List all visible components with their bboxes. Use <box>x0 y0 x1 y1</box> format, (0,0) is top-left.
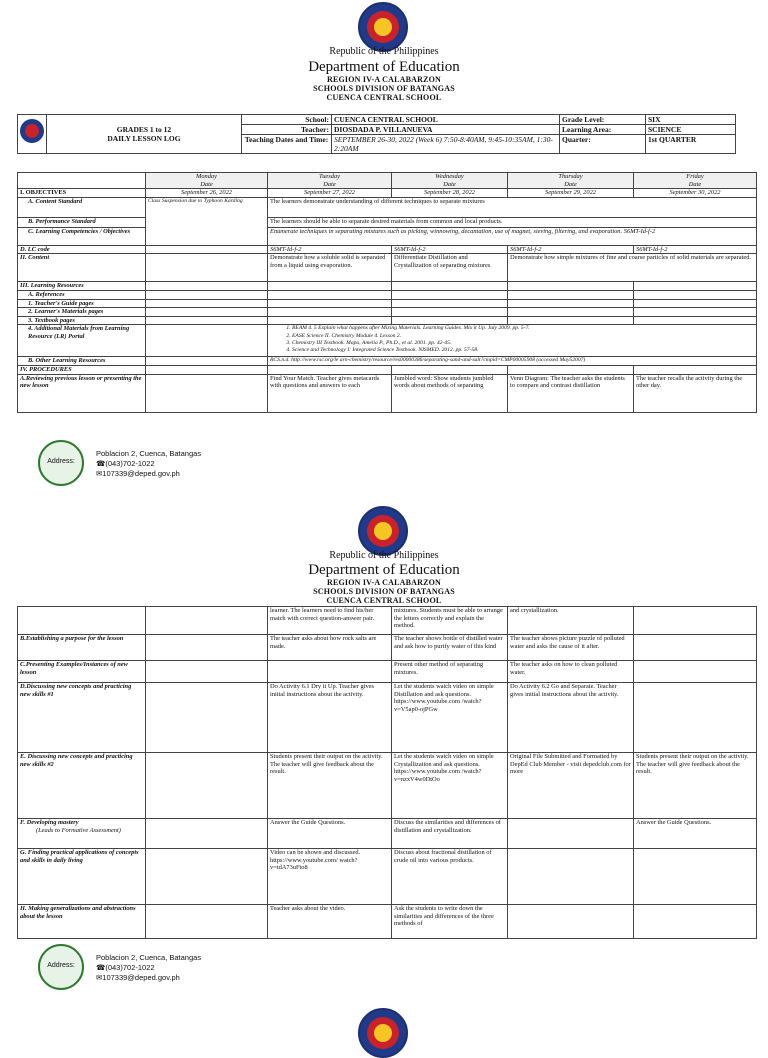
procedure-c-wednesday: Present other method of separating mixtures. <box>392 661 508 683</box>
procedure-a-tuesday: Find Your Match. Teacher gives metacards with questions and answers to each <box>268 374 392 412</box>
day-header-wednesday: Wednesday Date <box>392 173 508 189</box>
procedure-e-thursday: Original File Submitted and Formatted by DepEd Club Member - visit depedclub.com for more <box>508 753 634 819</box>
school-logo-icon: Address: <box>38 944 84 990</box>
school-label: School: <box>242 115 332 125</box>
lc-code-label: D. LC code <box>18 245 146 254</box>
lesson-log-table <box>17 172 757 413</box>
monday-suspension-note: Class Suspension due to Typhoon Karding <box>146 197 268 245</box>
objectives-label: I. OBJECTIVES <box>18 189 146 198</box>
procedure-h-wednesday: Ask the students to write down the similarities and differences of the three methods of <box>392 905 508 939</box>
teaching-dates-value: SEPTEMBER 26-30, 2022 (Week 6) 7:50-8:40AM, 9:45-10:35AM, 1:30-2:20AM <box>332 135 560 154</box>
date-wednesday: September 28, 2022 <box>392 189 508 198</box>
department-title: Department of Education <box>308 59 460 75</box>
performance-standard-label: B. Performance Standard <box>18 217 146 227</box>
material-item: 2. EASE Science II. Chemistry Module 4. Lesson 2. <box>292 333 754 340</box>
content-standard-label: A. Content Standard <box>18 197 146 217</box>
teacher-value: DIOSDADA P. VILLANUEVA <box>332 125 560 135</box>
procedure-d-wednesday: Let the students watch video on simple Distillation and ask questions. https://www.youtube.com /watch?v=V5ap0-ojPGw <box>392 683 508 753</box>
republic-line: Republic of the Philippines <box>329 550 439 561</box>
procedure-f-friday: Answer the Guide Questions. <box>634 819 757 849</box>
footer-address-block <box>96 953 201 983</box>
additional-materials-list <box>268 325 757 357</box>
performance-standard-text: The learners should be able to separate desired materials from common and local products. <box>268 217 757 227</box>
material-item: 3. Chemistry III Textbook. Mapa, Amelia P., Ph.D., et al. 2001. pp. 42-45. <box>292 340 754 347</box>
procedure-a-thursday: Venn Diagram: The teacher asks the students to compare and contrast distillation <box>508 374 634 412</box>
teachers-guide-label: 1. Teacher's Guide pages <box>18 299 146 308</box>
lc-code-tuesday: S6MT-Id-f-2 <box>268 245 392 254</box>
lc-code-thursday: S6MT-Id-f-2 <box>508 245 634 254</box>
procedure-a-tuesday-cont: learner. The learners need to find his/her match with correct question-answer pair. <box>268 607 392 635</box>
procedure-h-tuesday: Teacher asks about the video. <box>268 905 392 939</box>
procedure-a-thursday-cont: and crystallization. <box>508 607 634 635</box>
footer-address-block <box>96 449 201 479</box>
division-line: SCHOOLS DIVISION OF BATANGAS <box>313 587 455 596</box>
procedure-a-wednesday: Jumbled word: Show students jumbled words about methods of separating <box>392 374 508 412</box>
procedure-e-tuesday: Students present their output on the activity. The teacher will give feedback about the result. <box>268 753 392 819</box>
date-tuesday: September 27, 2022 <box>268 189 392 198</box>
resources-label: III. Learning Resources <box>18 282 146 291</box>
quarter-label: Quarter: <box>560 135 646 154</box>
textbook-label: 3. Textbook pages <box>18 316 146 325</box>
teacher-label: Teacher: <box>242 125 332 135</box>
region-line: REGION IV-A CALABARZON <box>326 75 442 84</box>
procedure-a-label: A.Reviewing previous lesson or presenting the new lesson <box>18 374 146 412</box>
procedure-f-label: F. Developing mastery (Leads to Formative Assessment) <box>18 819 146 849</box>
republic-line: Republic of the Philippines <box>329 46 439 57</box>
content-label: II. Content <box>18 254 146 282</box>
content-wednesday: Differentiate Distillation and Crystallization of separating mixtures <box>392 254 508 282</box>
learners-materials-label: 2. Learner's Materials pages <box>18 308 146 317</box>
procedure-b-label: B.Establishing a purpose for the lesson <box>18 635 146 661</box>
footer-phone: ☎(043)702-1022 <box>96 459 155 468</box>
footer-email: ✉107339@deped.gov.ph <box>96 973 180 982</box>
procedures-label: IV. PROCEDURES <box>18 365 146 374</box>
lc-code-wednesday: S6MT-Id-f-2 <box>392 245 508 254</box>
procedure-d-tuesday: Do Activity 6.1 Dry it Up. Teacher gives initial instructions about the activity. <box>268 683 392 753</box>
content-thursday: Demonstrate how simple mixtures of fine and coarse particles of solid materials are separated. <box>508 254 757 282</box>
date-friday: September 30, 2022 <box>634 189 757 198</box>
quarter-value: 1st QUARTER <box>646 135 736 154</box>
doc-type-label: DAILY LESSON LOG <box>107 134 181 143</box>
procedure-b-wednesday: The teacher shows bottle of distilled water and ask how to purify water of this kind <box>392 635 508 661</box>
procedure-f-tuesday: Answer the Guide Questions. <box>268 819 392 849</box>
learning-area-value: SCIENCE <box>646 125 736 135</box>
department-title: Department of Education <box>308 562 460 578</box>
teaching-dates-label: Teaching Dates and Time: <box>242 135 332 154</box>
school-line: CUENCA CENTRAL SCHOOL <box>326 596 442 605</box>
lc-code-friday: S6MT-Id-f-2 <box>634 245 757 254</box>
deped-small-seal-icon <box>20 119 44 143</box>
grade-level-label: Grade Level: <box>560 115 646 125</box>
footer-address: Poblacion 2, Cuenca, Batangas <box>96 449 202 458</box>
date-thursday: September 29, 2022 <box>508 189 634 198</box>
region-line: REGION IV-A CALABARZON <box>326 578 442 587</box>
day-header-monday: Monday Date <box>146 173 268 189</box>
procedure-a-wednesday-cont: mixtures. Students must be able to arrange the letters correctly and explain the method. <box>392 607 508 635</box>
other-resources-text: RCS.n.d. http://www.rsc.org/le arn-chemistry/resource/res00000386/separating-sand-and-salt?cmpid=CMP00005908 (accessed May52007) <box>268 357 757 366</box>
procedure-b-thursday: The teacher shows picture puzzle of polluted water and asks the cause of it after. <box>508 635 634 661</box>
grade-level-value: SIX <box>646 115 736 125</box>
material-item: 1. BEAM 4. 5 Explain what happens after Mixing Materials. Learning Guides. Mix it Up. July 2009. pp. 5-7. <box>292 325 754 332</box>
division-line: SCHOOLS DIVISION OF BATANGAS <box>313 84 455 93</box>
references-label: A. References <box>18 290 146 299</box>
procedure-e-friday: Students present their output on the activity. The teacher will give feedback about the result. <box>634 753 757 819</box>
grades-label: GRADES 1 to 12 <box>116 125 172 134</box>
school-value: CUENCA CENTRAL SCHOOL <box>332 115 560 125</box>
content-tuesday: Demonstrate how a soluble solid is separated from a liquid using evaporation. <box>268 254 392 282</box>
material-item: 4. Science and Technology I: Integrated Science Textbook. NISMED. 2012. pp. 57-58. <box>292 347 754 354</box>
info-table <box>17 114 736 154</box>
competencies-label: C. Learning Competencies / Objectives <box>18 227 146 245</box>
content-standard-text: The learners demonstrate understanding of different techniques to separate mixtures <box>268 197 757 217</box>
deped-seal-icon <box>358 2 408 52</box>
procedure-b-tuesday: The teacher asks about how rock salts are made. <box>268 635 392 661</box>
procedure-g-tuesday: Video can be shown and discussed. https://www.youtube.com/ watch?v=tdA73uFto8 <box>268 849 392 905</box>
day-header-tuesday: Tuesday Date <box>268 173 392 189</box>
procedure-d-thursday: Do Activity 6.2 Go and Separate. Teacher gives initial instructions about the activity. <box>508 683 634 753</box>
other-resources-label: B. Other Learning Resources <box>18 357 146 366</box>
procedure-g-label: G. Finding practical applications of concepts and skills in daily living <box>18 849 146 905</box>
date-monday: September 26, 2022 <box>146 189 268 198</box>
school-logo-icon: Address: <box>38 440 84 486</box>
day-header-thursday: Thursday Date <box>508 173 634 189</box>
lesson-log-table-continued <box>17 606 757 939</box>
additional-materials-label: 4. Additional Materials from Learning Resource (LR) Portal <box>18 325 146 357</box>
procedure-g-wednesday: Discuss about fractional distillation of crude oil into various products. <box>392 849 508 905</box>
procedure-d-label: D.Discussing new concepts and practicing new skills #1 <box>18 683 146 753</box>
learning-area-label: Learning Area: <box>560 125 646 135</box>
footer-email: ✉107339@deped.gov.ph <box>96 469 180 478</box>
procedure-c-thursday: The teacher asks on how to clean polluted water. <box>508 661 634 683</box>
procedure-c-label: C.Presenting Examples/Instances of new lesson <box>18 661 146 683</box>
day-header-friday: Friday Date <box>634 173 757 189</box>
deped-seal-icon <box>358 506 408 556</box>
procedure-a-friday: The teacher recalls the activity during the other day. <box>634 374 757 412</box>
competencies-text: Enumerate techniques in separating mixtures such as picking, winnowing, decantation, use of magnet, sieving, filtering, and evaporation. S6MT-Id-f-2 <box>268 227 757 245</box>
procedure-h-label: H. Making generalizations and abstractions about the lesson <box>18 905 146 939</box>
procedure-e-wednesday: Let the students watch video on simple Crystallization and ask questions. https://www.youtube.com /watch?v=nzxV4w0DtOo <box>392 753 508 819</box>
procedure-e-label: E. Discussing new concepts and practicing new skills #2 <box>18 753 146 819</box>
footer-address: Poblacion 2, Cuenca, Batangas <box>96 953 202 962</box>
procedure-f-wednesday: Discuss the similarities and differences of distillation and crystallization. <box>392 819 508 849</box>
school-line: CUENCA CENTRAL SCHOOL <box>326 93 442 102</box>
footer-phone: ☎(043)702-1022 <box>96 963 155 972</box>
deped-seal-icon <box>358 1008 408 1058</box>
